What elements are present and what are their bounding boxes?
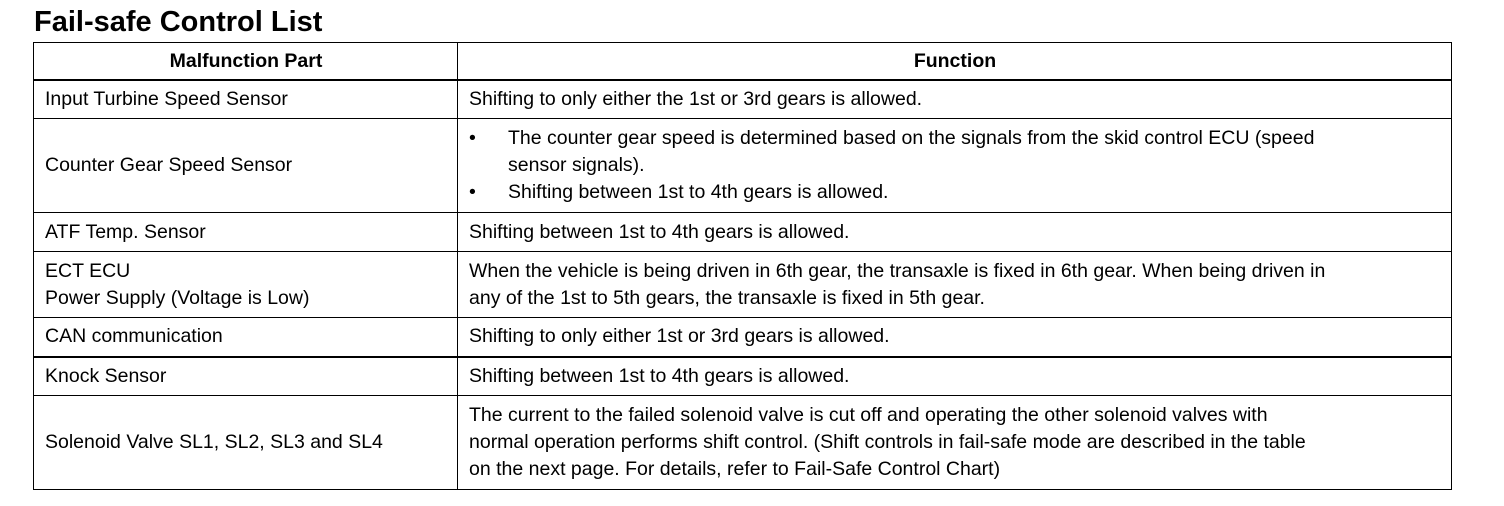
header-malfunction-part: Malfunction Part xyxy=(34,43,458,80)
malfunction-part-cell xyxy=(34,252,458,318)
malfunction-part-cell xyxy=(34,80,458,119)
table-row xyxy=(34,252,1452,318)
header-function: Function xyxy=(458,43,1452,80)
function-text: Shifting to only either the 1st or 3rd gears is allowed. xyxy=(469,87,923,110)
part-text: Solenoid Valve SL1, SL2, SL3 and SL4 xyxy=(45,431,383,453)
part-text: ECT ECU xyxy=(45,259,131,282)
function-text: Shifting to only either 1st or 3rd gears is allowed. xyxy=(469,325,890,348)
part-text: Counter Gear Speed Sensor xyxy=(45,154,293,176)
function-text: normal operation performs shift control. (Shift controls in fail-safe mode are described in the table xyxy=(469,431,1306,453)
bullet-item xyxy=(469,179,1441,206)
table-row xyxy=(34,213,1452,252)
bullet-item xyxy=(469,125,1441,179)
malfunction-part-cell xyxy=(34,119,458,213)
table-row xyxy=(34,119,1452,213)
function-text: When the vehicle is being driven in 6th gear, the transaxle is fixed in 6th gear. When being driven in xyxy=(469,259,1326,282)
part-text: ATF Temp. Sensor xyxy=(45,220,206,243)
part-text: Input Turbine Speed Sensor xyxy=(45,87,288,110)
function-text: The current to the failed solenoid valve is cut off and operating the other solenoid valves with xyxy=(469,404,1268,426)
part-text: CAN communication xyxy=(45,325,223,348)
fail-safe-control-table xyxy=(33,42,1452,490)
table-row xyxy=(34,396,1452,490)
part-text: Power Supply (Voltage is Low) xyxy=(45,286,310,309)
part-text: Knock Sensor xyxy=(45,364,167,387)
function-cell xyxy=(458,357,1452,396)
function-cell xyxy=(458,252,1452,318)
table-row xyxy=(34,80,1452,119)
function-text: Shifting between 1st to 4th gears is allowed. xyxy=(469,364,850,387)
function-text: The counter gear speed is determined based on the signals from the skid control ECU (speed xyxy=(508,127,1315,149)
table-row xyxy=(34,357,1452,396)
function-text: Shifting between 1st to 4th gears is allowed. xyxy=(469,220,850,243)
bullet-icon: • xyxy=(469,127,476,149)
function-bullet-list xyxy=(469,125,1441,206)
malfunction-part-cell xyxy=(34,318,458,357)
bullet-icon: • xyxy=(469,181,476,203)
function-text: any of the 1st to 5th gears, the transaxle is fixed in 5th gear. xyxy=(469,286,985,309)
function-cell xyxy=(458,318,1452,357)
function-cell xyxy=(458,80,1452,119)
function-text: on the next page. For details, refer to Fail-Safe Control Chart) xyxy=(469,458,1001,480)
page-title: Fail-safe Control List xyxy=(34,6,323,38)
function-cell xyxy=(458,396,1452,490)
function-text: sensor signals). xyxy=(508,154,645,176)
table-row xyxy=(34,318,1452,357)
function-cell xyxy=(458,119,1452,213)
malfunction-part-cell xyxy=(34,396,458,490)
malfunction-part-cell xyxy=(34,213,458,252)
malfunction-part-cell xyxy=(34,357,458,396)
table-header-row xyxy=(34,43,1452,80)
function-cell xyxy=(458,213,1452,252)
function-text: Shifting between 1st to 4th gears is allowed. xyxy=(508,181,889,203)
